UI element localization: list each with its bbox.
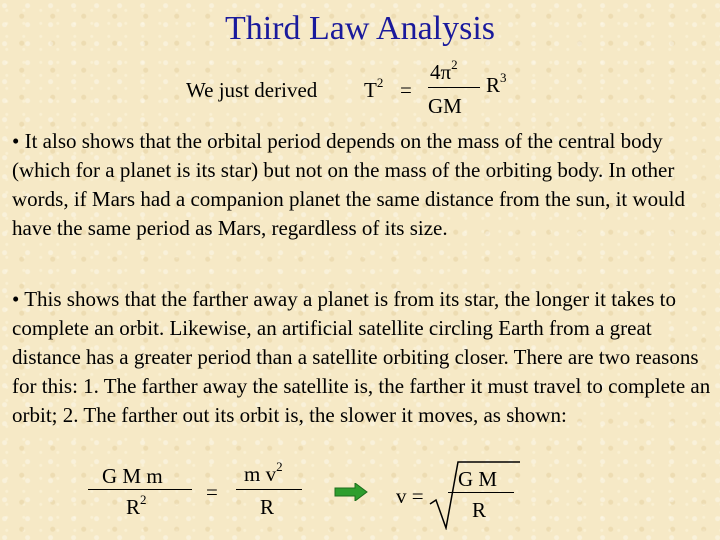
kepler-denominator: GM (428, 94, 462, 118)
bullet-distance-period: • This shows that the farther away a planet is from its star, the longer it takes to complete an orbit. Likewise, an artificial satellite circling Earth from a great distance has a greater period than a satellite orbiting closer. There are two reasons for this: 1. The farther away the satellite is, the farther it must travel to complete an orbit; 2. The farther out its orbit is, the slower it moves, as shown: (12, 287, 711, 427)
gravity-numerator: G M m (102, 464, 163, 488)
mass-velocity: m v (244, 462, 277, 486)
intro-text: We just derived (186, 78, 318, 102)
distance-symbol: R (126, 495, 141, 519)
gravity-denominator (126, 492, 147, 520)
period-symbol: T (364, 78, 377, 102)
radius-cubed (486, 70, 507, 98)
root-fraction-bar (448, 492, 514, 493)
distance-exponent: 2 (140, 492, 147, 507)
right-arrow-icon (334, 483, 368, 501)
kepler-fraction-bar (428, 87, 480, 88)
velocity-exponent: 2 (276, 459, 283, 474)
radius-exponent: 3 (500, 70, 507, 85)
period-squared (364, 75, 384, 103)
kepler-equals: = (400, 78, 412, 102)
gravity-fraction-bar (88, 489, 192, 490)
kepler-coefficient: 4 (430, 60, 441, 84)
force-equals: = (206, 480, 218, 504)
velocity-label: v = (396, 484, 424, 508)
page-title: Third Law Analysis (224, 10, 496, 47)
pi-exponent: 2 (451, 57, 458, 72)
centripetal-fraction-bar (236, 489, 302, 490)
root-numerator: G M (458, 467, 498, 491)
pi-symbol: π (440, 60, 452, 84)
centripetal-numerator (244, 459, 283, 487)
radius-symbol: R (486, 73, 501, 97)
kepler-numerator (430, 57, 458, 85)
period-exponent: 2 (376, 75, 384, 90)
centripetal-denominator: R (260, 495, 275, 519)
root-denominator: R (472, 498, 487, 522)
bullet-mass-independence: • It also shows that the orbital period depends on the mass of the central body (which for a planet is its star) but not on the mass of the orbiting body. In other words, if Mars had a companion planet the same distance from the sun, it would have the same period as Mars, regardless of its size. (12, 129, 686, 240)
